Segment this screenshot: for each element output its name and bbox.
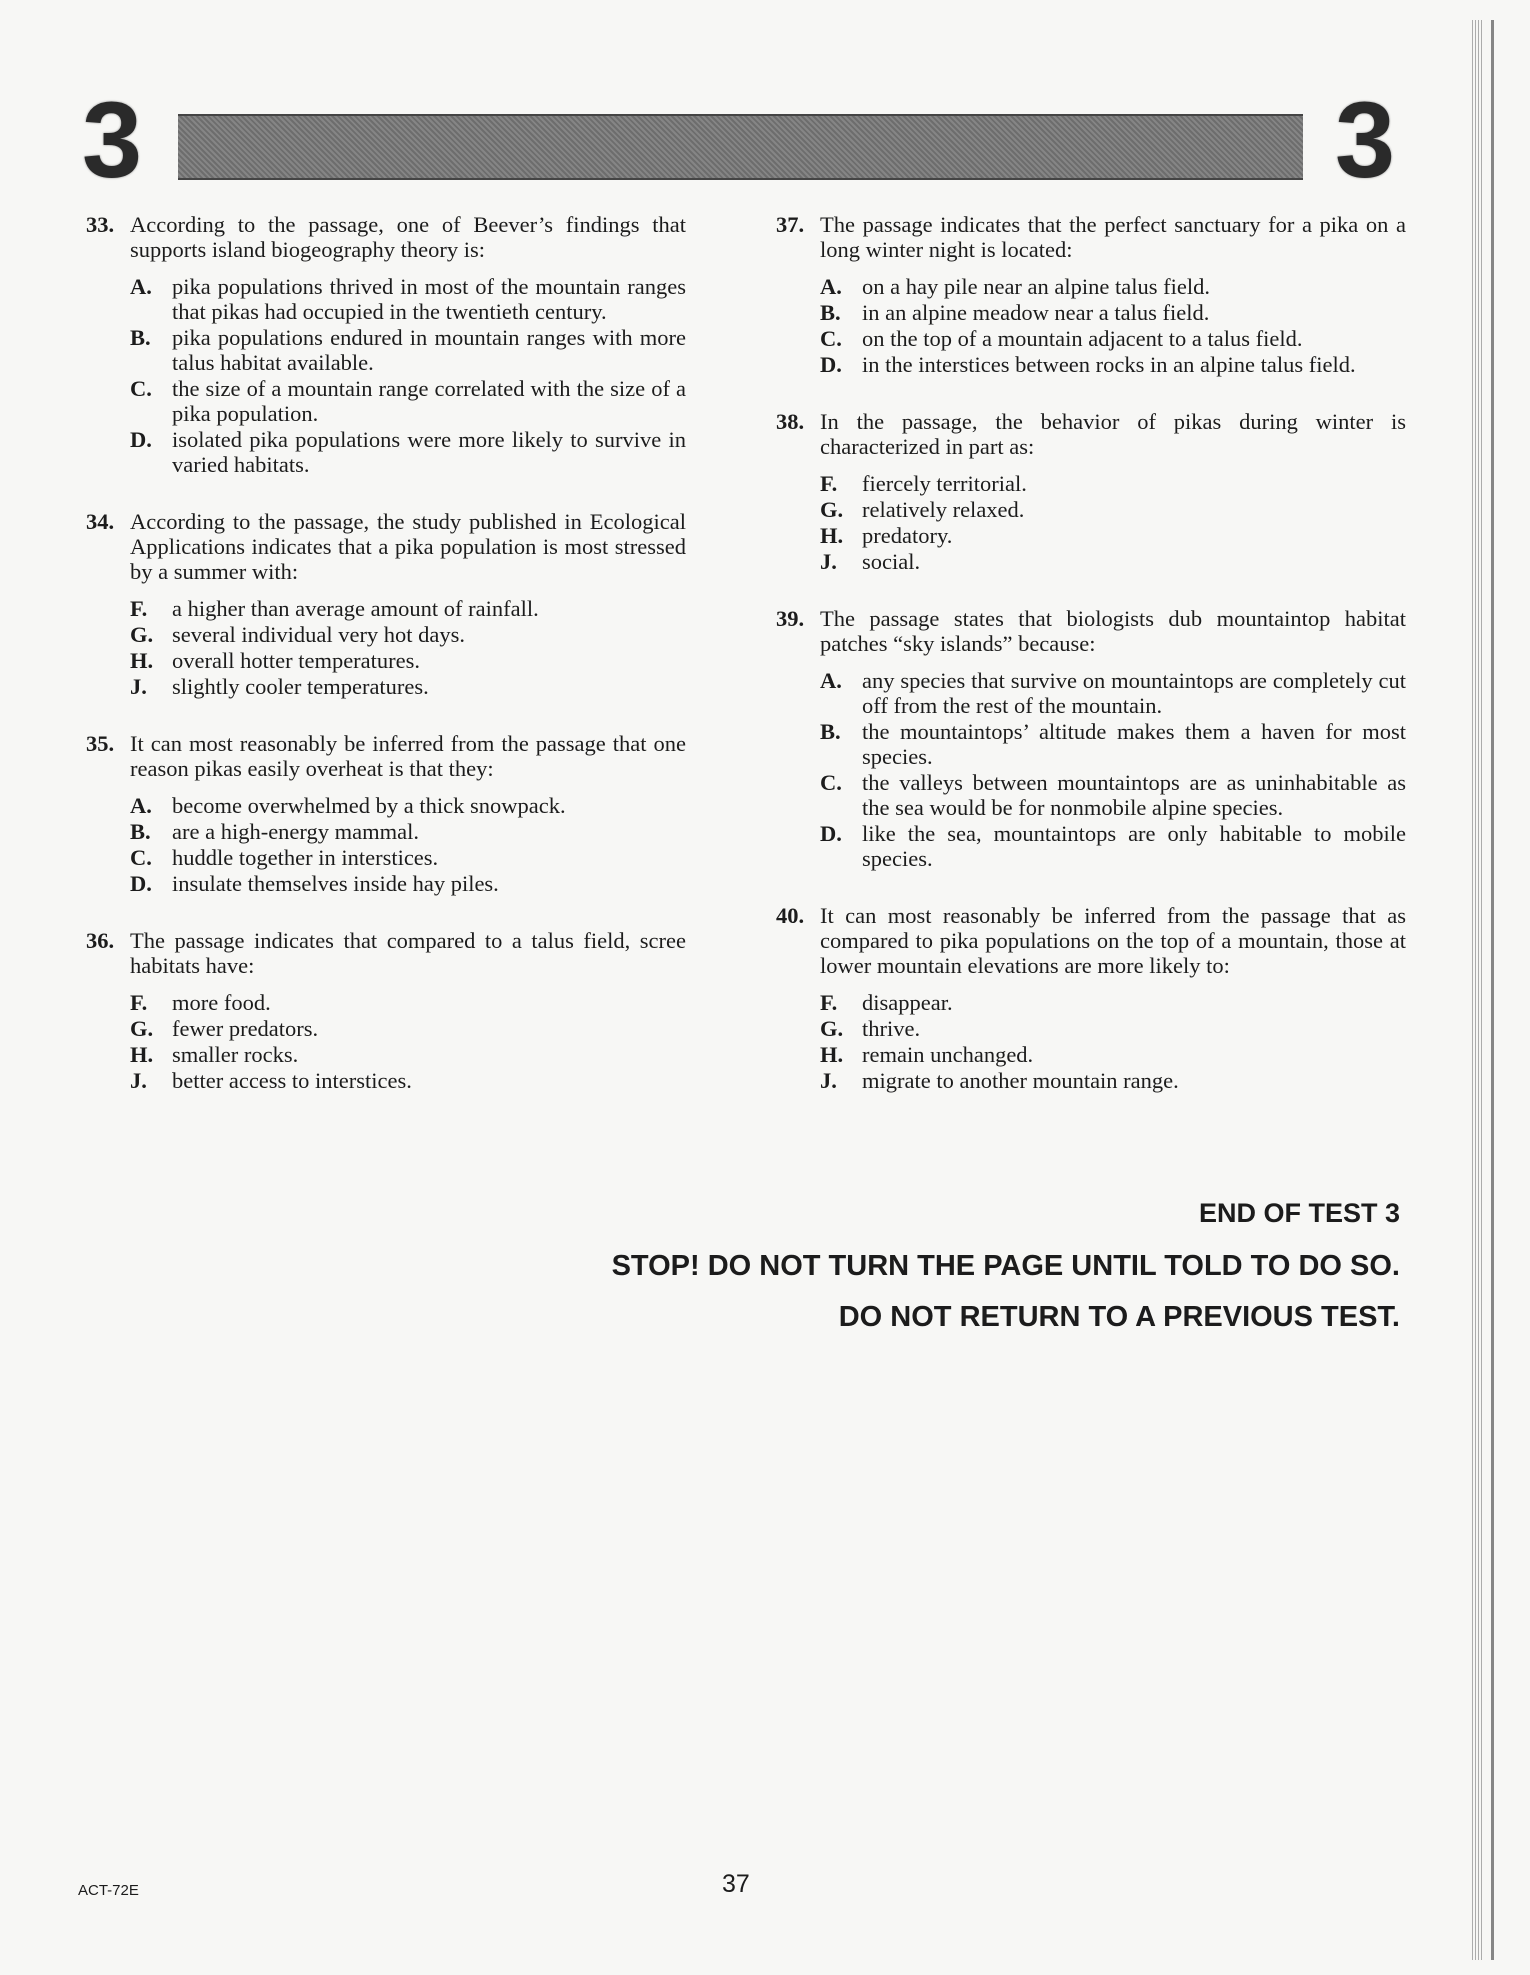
choice-text: a higher than average amount of rainfall.: [172, 596, 539, 621]
choice-letter: C.: [820, 326, 842, 351]
question-39: [776, 606, 1406, 871]
form-code: ACT-72E: [78, 1882, 139, 1899]
answer-choice[interactable]: [820, 770, 1406, 820]
choice-letter: A.: [820, 668, 842, 693]
choice-text: smaller rocks.: [172, 1042, 299, 1067]
question-number: 35.: [86, 731, 115, 756]
question-number: 38.: [776, 409, 805, 434]
choice-letter: J.: [820, 1068, 837, 1093]
question-34: [86, 509, 686, 699]
choice-text: remain unchanged.: [862, 1042, 1034, 1067]
choice-text: pika populations thrived in most of the mountain ranges that pikas had occupied in the twentieth century.: [172, 274, 686, 324]
choice-letter: D.: [130, 427, 152, 452]
scan-edge-line: [1491, 20, 1494, 1960]
question-stem: It can most reasonably be inferred from the passage that one reason pikas easily overheat is that they:: [130, 731, 686, 781]
answer-choice[interactable]: [820, 497, 1406, 522]
question-number: 33.: [86, 212, 115, 237]
choice-letter: G.: [130, 622, 154, 647]
choice-letter: C.: [820, 770, 842, 795]
choice-letter: B.: [820, 719, 841, 744]
question-number: 37.: [776, 212, 805, 237]
choice-text: more food.: [172, 990, 271, 1015]
answer-choice[interactable]: [130, 674, 686, 699]
answer-choice[interactable]: [820, 1068, 1406, 1093]
answer-choice[interactable]: [130, 325, 686, 375]
choice-text: relatively relaxed.: [862, 497, 1025, 522]
page-number: 37: [722, 1870, 750, 1898]
choice-text: the mountaintops’ altitude makes them a haven for most species.: [862, 719, 1406, 769]
answer-choice[interactable]: [820, 1042, 1406, 1067]
answer-choice[interactable]: [820, 668, 1406, 718]
question-stem: The passage indicates that compared to a talus field, scree habitats have:: [130, 928, 686, 978]
answer-choice[interactable]: [820, 274, 1406, 299]
choice-letter: G.: [820, 1016, 844, 1041]
choice-text: isolated pika populations were more likely to survive in varied habitats.: [172, 427, 686, 477]
answer-choice[interactable]: [820, 990, 1406, 1015]
choice-letter: H.: [820, 1042, 844, 1067]
choice-text: thrive.: [862, 1016, 921, 1041]
question-stem: The passage indicates that the perfect sanctuary for a pika on a long winter night is located:: [820, 212, 1406, 262]
scan-edge: [1472, 20, 1482, 1960]
question-number: 40.: [776, 903, 805, 928]
choice-text: insulate themselves inside hay piles.: [172, 871, 499, 896]
answer-choice[interactable]: [820, 300, 1406, 325]
answer-choice[interactable]: [130, 1042, 686, 1067]
answer-choice[interactable]: [820, 1016, 1406, 1041]
choice-text: fiercely territorial.: [862, 471, 1027, 496]
answer-choice[interactable]: [130, 427, 686, 477]
choice-text: pika populations endured in mountain ranges with more talus habitat available.: [172, 325, 686, 375]
choice-text: slightly cooler temperatures.: [172, 674, 429, 699]
answer-choice[interactable]: [130, 1016, 686, 1041]
choice-text: predatory.: [862, 523, 953, 548]
choice-text: in the interstices between rocks in an alpine talus field.: [862, 352, 1356, 377]
question-stem: According to the passage, one of Beever’s findings that supports island biogeography theory is:: [130, 212, 686, 262]
question-stem: In the passage, the behavior of pikas during winter is characterized in part as:: [820, 409, 1406, 459]
answer-choice[interactable]: [820, 471, 1406, 496]
left-column: [86, 212, 686, 1125]
question-number: 34.: [86, 509, 115, 534]
choice-letter: J.: [130, 674, 147, 699]
choice-letter: F.: [820, 471, 838, 496]
answer-choice[interactable]: [820, 719, 1406, 769]
answer-choice[interactable]: [130, 871, 686, 896]
choice-letter: H.: [820, 523, 844, 548]
choice-letter: C.: [130, 845, 152, 870]
section-number-left: 3: [82, 79, 143, 200]
answer-choice[interactable]: [130, 376, 686, 426]
choice-letter: F.: [130, 990, 148, 1015]
answer-choice[interactable]: [130, 274, 686, 324]
question-number: 36.: [86, 928, 115, 953]
choice-letter: D.: [820, 352, 842, 377]
answer-choice[interactable]: [820, 821, 1406, 871]
question-36: [86, 928, 686, 1093]
choice-text: are a high-energy mammal.: [172, 819, 419, 844]
choice-text: better access to interstices.: [172, 1068, 412, 1093]
choice-letter: J.: [130, 1068, 147, 1093]
answer-choice[interactable]: [130, 793, 686, 818]
choice-letter: D.: [820, 821, 842, 846]
question-35: [86, 731, 686, 896]
choice-text: on the top of a mountain adjacent to a talus field.: [862, 326, 1303, 351]
choice-text: several individual very hot days.: [172, 622, 466, 647]
choice-letter: B.: [820, 300, 841, 325]
choice-text: migrate to another mountain range.: [862, 1068, 1179, 1093]
choice-letter: B.: [130, 325, 151, 350]
choice-text: the size of a mountain range correlated with the size of a pika population.: [172, 376, 686, 426]
choice-text: overall hotter temperatures.: [172, 648, 421, 673]
choice-letter: F.: [820, 990, 838, 1015]
question-stem: It can most reasonably be inferred from the passage that as compared to pika populations on the top of a mountain, those at lower mountain elevations are more likely to:: [820, 903, 1406, 978]
choice-letter: A.: [130, 274, 152, 299]
choice-text: disappear.: [862, 990, 953, 1015]
question-37: [776, 212, 1406, 377]
choice-text: on a hay pile near an alpine talus field.: [862, 274, 1210, 299]
section-number-right: 3: [1335, 79, 1396, 200]
choice-letter: J.: [820, 549, 837, 574]
choice-letter: H.: [130, 1042, 154, 1067]
choice-text: become overwhelmed by a thick snowpack.: [172, 793, 566, 818]
choice-text: like the sea, mountaintops are only habitable to mobile species.: [862, 821, 1406, 871]
answer-choice[interactable]: [130, 819, 686, 844]
end-of-test-heading: END OF TEST 3: [1198, 1198, 1400, 1228]
choice-text: huddle together in interstices.: [172, 845, 439, 870]
choice-letter: A.: [130, 793, 152, 818]
choice-text: in an alpine meadow near a talus field.: [862, 300, 1210, 325]
right-column: [776, 212, 1406, 1125]
answer-choice[interactable]: [130, 596, 686, 621]
choice-letter: G.: [130, 1016, 154, 1041]
answer-choice[interactable]: [820, 326, 1406, 351]
answer-choice[interactable]: [130, 845, 686, 870]
choice-text: the valleys between mountaintops are as uninhabitable as the sea would be for nonmobile alpine species.: [862, 770, 1406, 820]
choice-letter: A.: [820, 274, 842, 299]
choice-letter: C.: [130, 376, 152, 401]
question-stem: According to the passage, the study published in Ecological Applications indicates that a pika population is most stressed by a summer with:: [130, 509, 686, 584]
answer-choice[interactable]: [130, 990, 686, 1015]
question-40: [776, 903, 1406, 1093]
answer-choice[interactable]: [130, 1068, 686, 1093]
choice-text: social.: [862, 549, 921, 574]
choice-letter: D.: [130, 871, 152, 896]
answer-choice[interactable]: [820, 352, 1406, 377]
stop-instruction: STOP! DO NOT TURN THE PAGE UNTIL TOLD TO DO SO.: [611, 1250, 1400, 1282]
answer-choice[interactable]: [820, 523, 1406, 548]
question-number: 39.: [776, 606, 805, 631]
choice-text: fewer predators.: [172, 1016, 319, 1041]
answer-choice[interactable]: [820, 549, 1406, 574]
choice-letter: B.: [130, 819, 151, 844]
choice-letter: F.: [130, 596, 148, 621]
answer-choice[interactable]: [130, 648, 686, 673]
no-return-instruction: DO NOT RETURN TO A PREVIOUS TEST.: [838, 1301, 1400, 1333]
answer-choice[interactable]: [130, 622, 686, 647]
choice-text: any species that survive on mountaintops are completely cut off from the rest of the mountain.: [862, 668, 1406, 718]
question-stem: The passage states that biologists dub mountaintop habitat patches “sky islands” because:: [820, 606, 1406, 656]
choice-letter: G.: [820, 497, 844, 522]
choice-letter: H.: [130, 648, 154, 673]
question-38: [776, 409, 1406, 574]
section-header-bar: [178, 114, 1303, 180]
question-33: [86, 212, 686, 477]
